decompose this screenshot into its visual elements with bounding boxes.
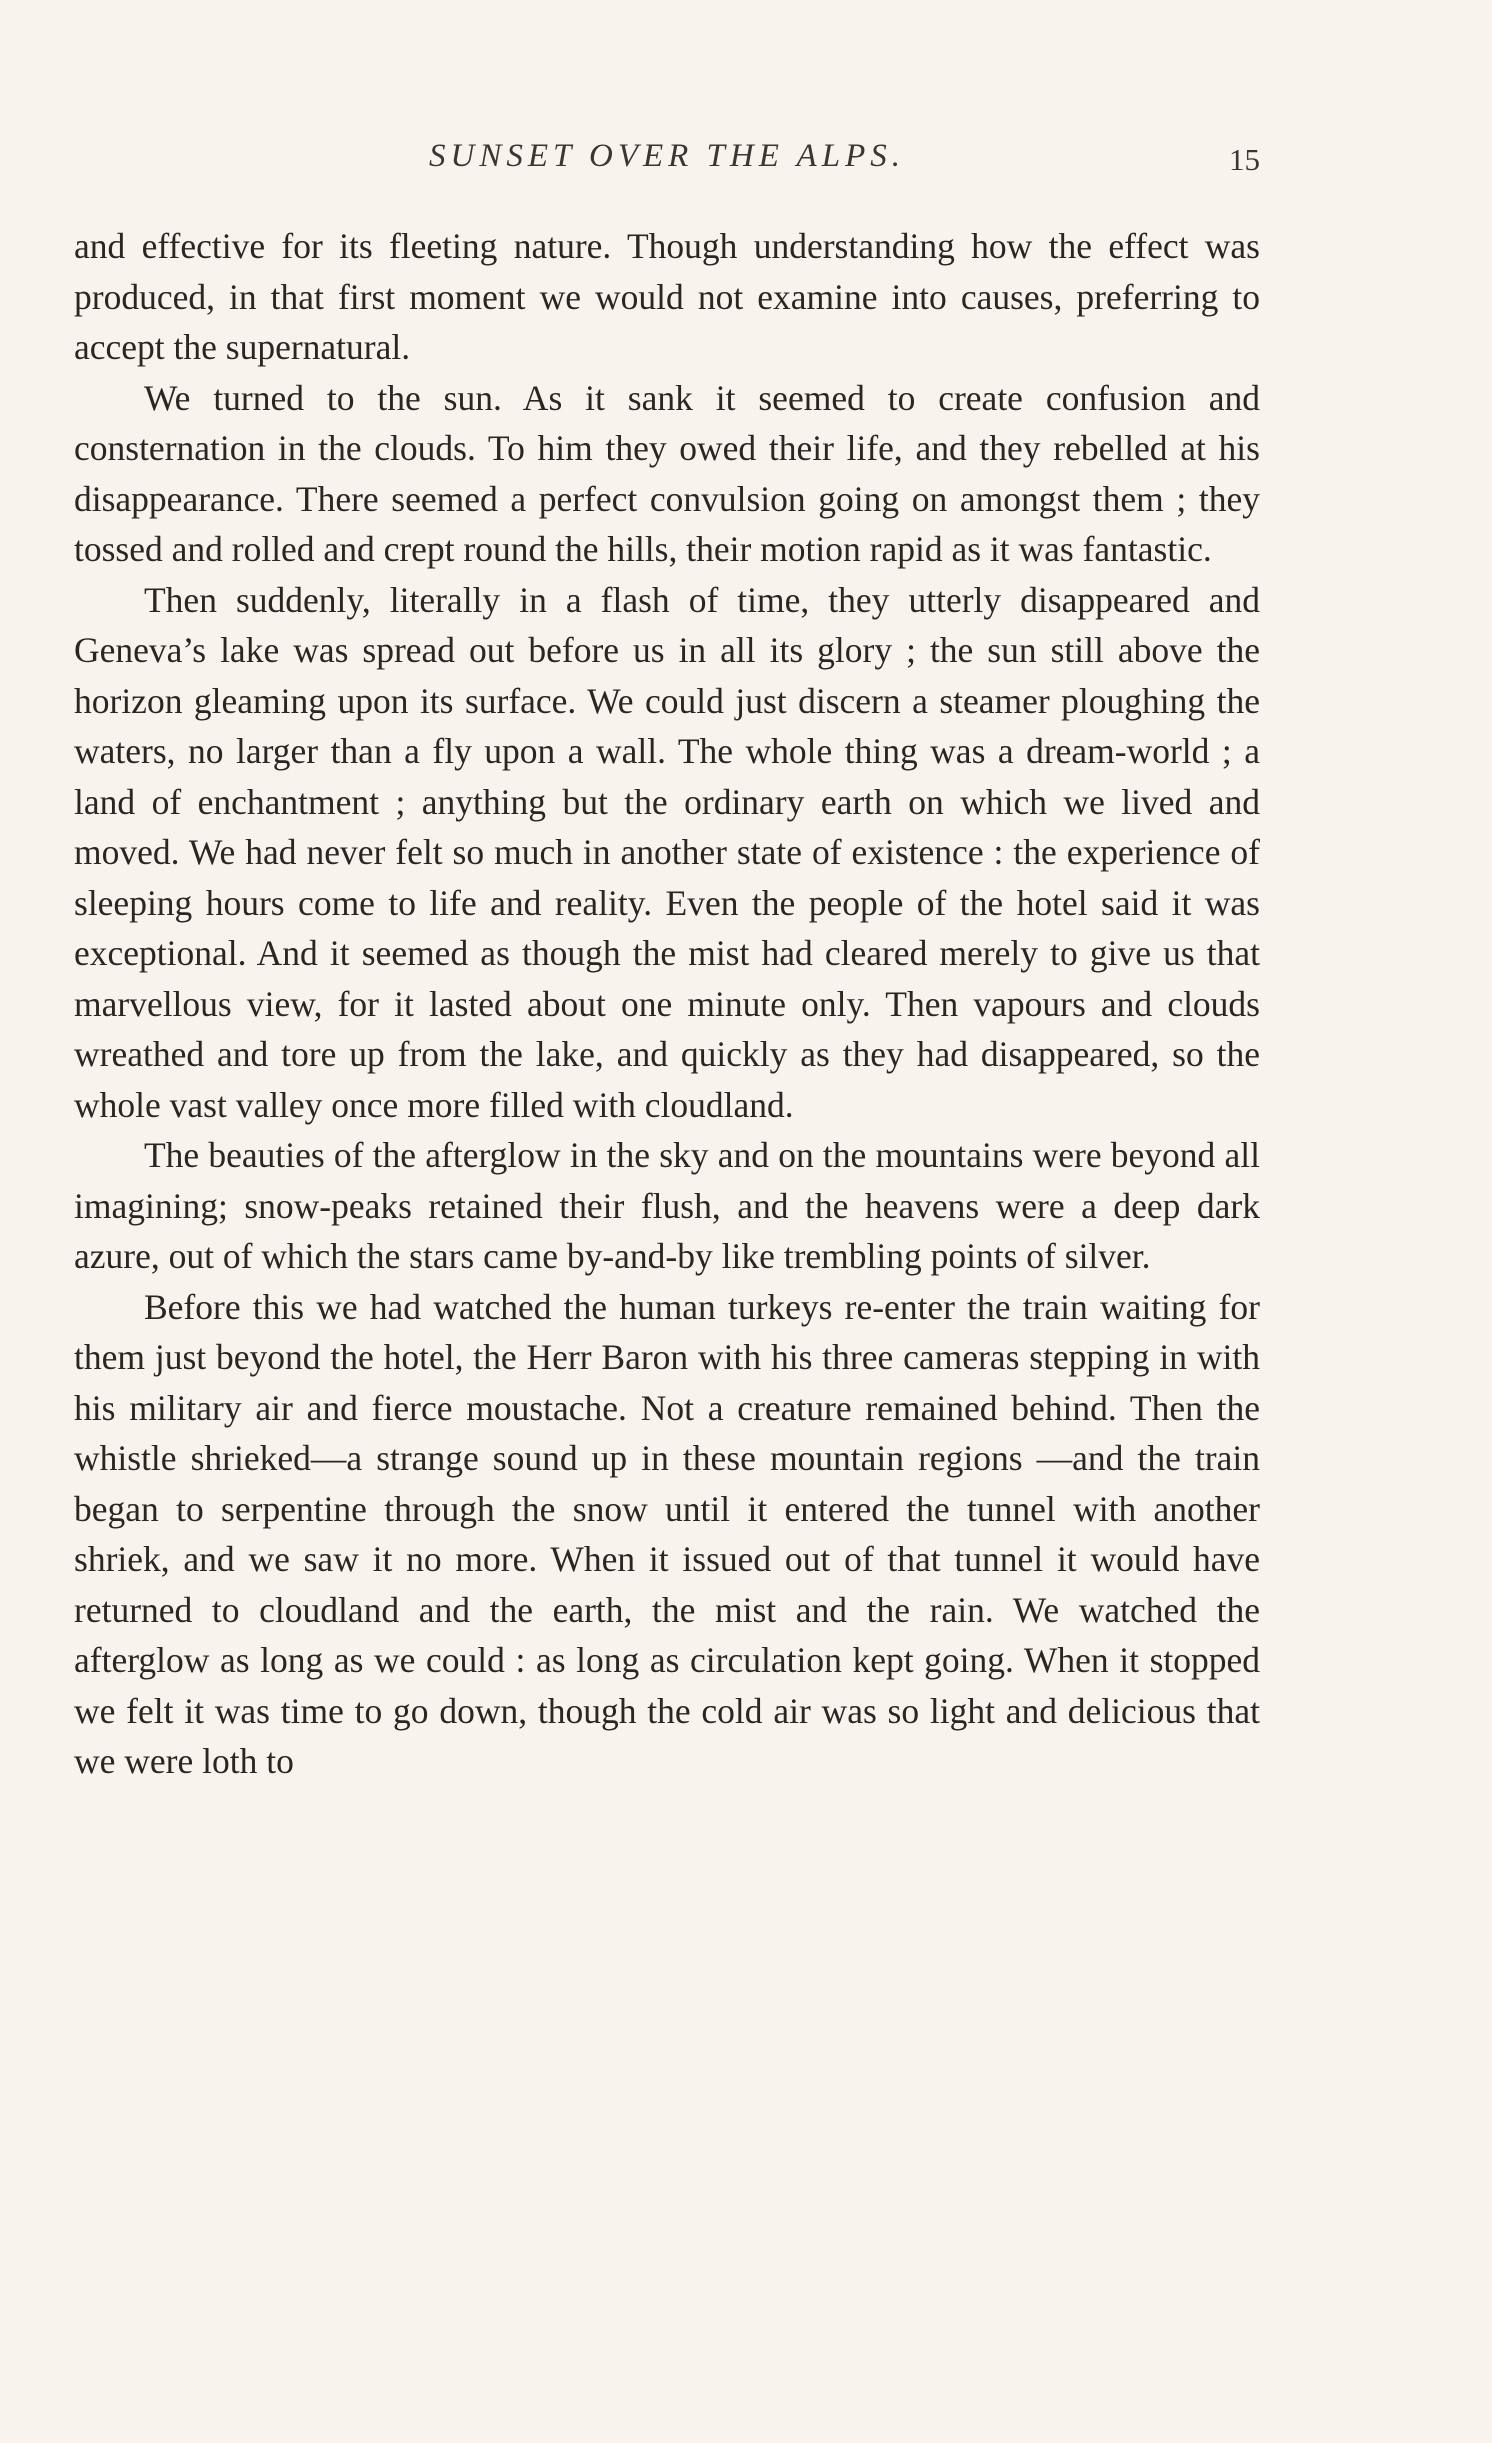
paragraph-continued: and effective for its fleeting nature. Though understanding how the effect was produced, in that first moment we would not examine into causes, preferring to accept the supernatural. bbox=[74, 226, 1260, 367]
body-text bbox=[74, 221, 1260, 1787]
paragraph-lake-view: Then suddenly, literally in a flash of time, they utterly disappeared and Geneva’s lake was spread out before us in all its glory ; the sun still above the horizon gleaming upon its surface. We could just discern a steamer ploughing the waters, no larger than a fly upon a wall. The whole thing was a dream-world ; a land of enchantment ; anything but the ordinary earth on which we lived and moved. We had never felt so much in another state of existence : the experience of sleeping hours come to life and reality. Even the people of the hotel said it was exceptional. And it seemed as though the mist had cleared merely to give us that marvellous view, for it lasted about one minute only. Then vapours and clouds wreathed and tore up from the lake, and quickly as they had disappeared, so the whole vast valley once more filled with cloudland. bbox=[74, 579, 1260, 1125]
paragraph-afterglow: The beauties of the afterglow in the sky and on the mountains were beyond all imagining; snow-peaks retained their flush, and the heavens were a deep dark azure, out of which the stars came by-and-by like trembling points of silver. bbox=[74, 1135, 1260, 1276]
paragraph-sunset-clouds: We turned to the sun. As it sank it seemed to create confusion and consternation in the clouds. To him they owed their life, and they rebelled at his disappearance. There seemed a perfect convulsion going on amongst them ; they tossed and rolled and crept round the hills, their motion rapid as it was fantastic. bbox=[74, 377, 1260, 569]
paragraph-train-departure: Before this we had watched the human turkeys re-enter the train waiting for them just beyond the hotel, the Herr Baron with his three cameras stepping in with his military air and fierce moustache. Not a creature remained behind. Then the whistle shrieked—a strange sound up in these mountain regions —and the train began to serpentine through the snow until it entered the tunnel with another shriek, and we saw it no more. When it issued out of that tunnel it would have returned to cloudland and the earth, the mist and the rain. We watched the afterglow as long as we could : as long as circulation kept going. When it stopped we felt it was time to go down, though the cold air was so light and delicious that we were loth to bbox=[74, 1286, 1260, 1781]
running-title: SUNSET OVER THE ALPS. bbox=[429, 138, 905, 174]
page-number: 15 bbox=[1229, 142, 1260, 177]
page-header bbox=[74, 138, 1260, 188]
